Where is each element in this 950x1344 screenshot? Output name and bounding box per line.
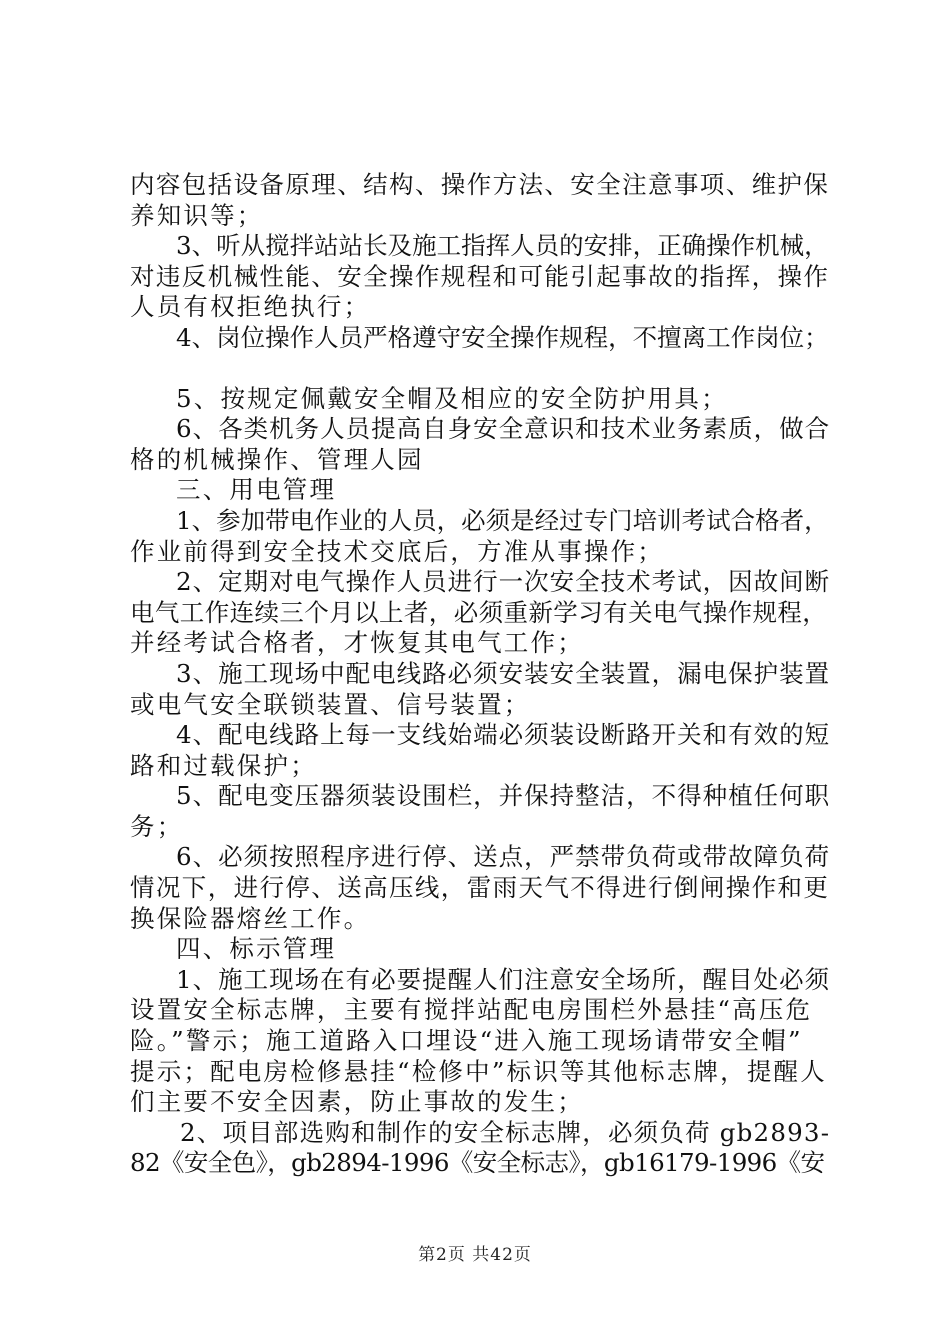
text-line: 2、定期对电气操作人员进行一次安全技术考试，因故间断: [176, 567, 831, 597]
text-line: 情况下，进行停、送高压线，雷雨天气不得进行倒闸操作和更: [130, 873, 830, 903]
text-line: 1、施工现场在有必要提醒人们注意安全场所，醒目处必须: [176, 964, 831, 994]
page-number-footer: 第2页 共42页: [418, 1245, 532, 1265]
text-line: 换保险器熔丝工作。: [130, 903, 371, 933]
text-line: 3、施工现场中配电线路必须安装安全装置，漏电保护装置: [176, 658, 831, 688]
text-line: 电气工作连续三个月以上者，必须重新学习有关电气操作规程，: [130, 597, 828, 627]
text-line: 82《安全色》，gb2894-1996《安全标志》，gb16179-1996《安: [130, 1148, 825, 1178]
text-line: 务；: [130, 811, 184, 841]
text-line: 作业前得到安全技术交底后，方准从事操作；: [130, 536, 664, 566]
text-line: 6、各类机务人员提高自身安全意识和技术业务素质，做合: [176, 414, 831, 444]
text-line: 3、听从搅拌站站长及施工指挥人员的安排，正确操作机械，: [176, 231, 829, 261]
paragraph-gap: [130, 354, 830, 384]
text-line: 6、必须按照程序进行停、送点，严禁带负荷或带故障负荷: [176, 842, 831, 872]
text-line: 5、配电变压器须装设围栏，并保持整洁，不得种植任何职: [176, 781, 831, 811]
text-line: 对违反机械性能、安全操作规程和可能引起事故的指挥，操作: [130, 261, 830, 291]
section-heading: 三、用电管理: [176, 475, 337, 505]
text-line: 险。”警示；施工道路入口埋设“进入施工现场请带安全帽”: [130, 1026, 803, 1056]
section-heading: 四、标示管理: [176, 934, 337, 964]
text-line: 路和过载保护；: [130, 750, 317, 780]
text-line: 4、岗位操作人员严格遵守安全操作规程，不擅离工作岗位；: [176, 322, 829, 352]
text-line: 设置安全标志牌，主要有搅拌站配电房围栏外悬挂“高压危: [130, 995, 813, 1025]
text-line: 2、项目部选购和制作的安全标志牌，必须负荷 gb2893-: [180, 1117, 831, 1147]
text-line: 内容包括设备原理、结构、操作方法、安全注意事项、维护保: [130, 170, 830, 199]
text-line: 或电气安全联锁装置、信号装置；: [130, 689, 531, 719]
text-line: 1、参加带电作业的人员，必须是经过专门培训考试合格者，: [176, 505, 829, 535]
text-line: 养知识等；: [130, 200, 264, 230]
text-line: 提示；配电房检修悬挂“检修中”标识等其他标志牌，提醒人: [130, 1056, 827, 1086]
text-line: 人员有权拒绝执行；: [130, 292, 371, 322]
document-body: [130, 170, 830, 1179]
text-line: 格的机械操作、管理人园: [130, 444, 424, 474]
text-line: 5、按规定佩戴安全帽及相应的安全防护用具；: [176, 383, 728, 413]
text-line: 们主要不安全因素，防止事故的发生；: [130, 1087, 584, 1117]
text-line: 4、配电线路上每一支线始端必须装设断路开关和有效的短: [176, 720, 831, 750]
text-line: 并经考试合格者，才恢复其电气工作；: [130, 628, 584, 658]
